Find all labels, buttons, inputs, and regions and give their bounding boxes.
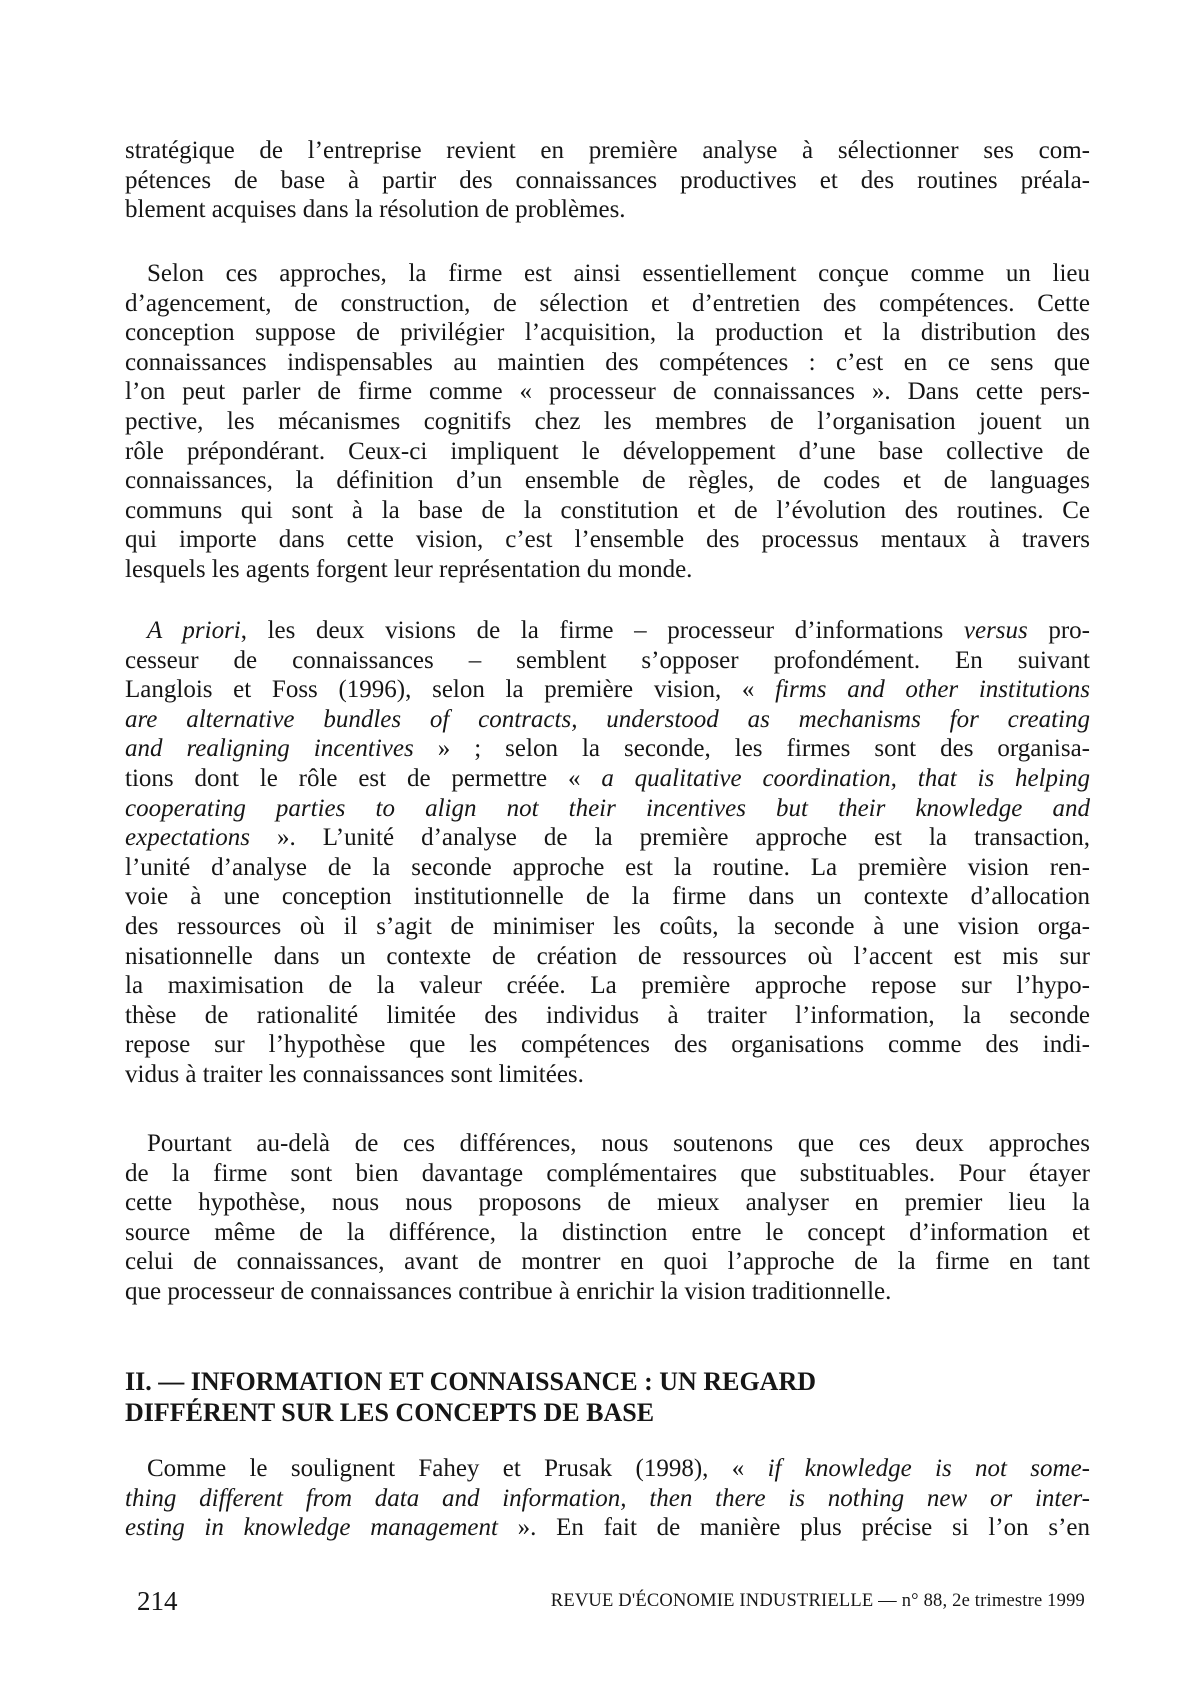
italic-run: versus: [963, 617, 1028, 644]
text-line: [125, 764, 1090, 794]
text-run: , les deux visions de la firme – processeur d’informations: [240, 617, 964, 644]
page-number: 214: [137, 1586, 178, 1616]
italic-run: expectations: [125, 824, 250, 852]
text-line: [125, 912, 1090, 942]
text-line: [125, 259, 1090, 289]
text-line: [125, 555, 1090, 585]
text-run: thèse de rationalité limitée des individus à traiter l’information, la seconde: [125, 1001, 1090, 1029]
paragraph-4: [125, 1129, 1090, 1307]
text-run: rôle prépondérant. Ceux-ci impliquent le développement d’une base collective de: [125, 437, 1090, 465]
text-run: ». En fait de manière plus précise si l’on s’en: [497, 1514, 1090, 1542]
text-run: conception suppose de privilégier l’acquisition, la production et la distribution des: [125, 319, 1090, 347]
text-run: Comme le soulignent Fahey et Prusak (1998), «: [147, 1455, 768, 1482]
text-run: stratégique de l’entreprise revient en première analyse à sélectionner ses com-: [125, 137, 1090, 164]
text-line: [125, 616, 1090, 646]
text-line: [125, 646, 1090, 676]
text-line: [125, 195, 1090, 225]
text-run: connaissances indispensables au maintien des compétences : c’est en ce sens que: [125, 348, 1090, 376]
text-run: connaissances, la définition d’un ensemble de règles, de codes et de languages: [125, 467, 1090, 495]
text-run: Pourtant au-delà de ces différences, nous soutenons que ces deux approches: [147, 1130, 1090, 1157]
text-line: [125, 525, 1090, 555]
text-run: cette hypothèse, nous nous proposons de mieux analyser en premier lieu la: [125, 1189, 1090, 1217]
heading-text: II. — INFORMATION ET CONNAISSANCE : UN REGARD: [125, 1367, 816, 1396]
text-line: [125, 1001, 1090, 1031]
text-line: [125, 1513, 1090, 1543]
text-line: [125, 496, 1090, 526]
text-run: d’agencement, de construction, de sélection et d’entretien des compétences. Cette: [125, 289, 1090, 317]
text-line: [125, 675, 1090, 705]
text-line: [125, 466, 1090, 496]
italic-run: if knowledge is not some-: [767, 1455, 1090, 1482]
paragraph-2: [125, 259, 1090, 585]
page-footer: [125, 1586, 1085, 1616]
text-run: celui de connaissances, avant de montrer en quoi l’approche de la firme en tant: [125, 1248, 1090, 1276]
journal-reference: REVUE D'ÉCONOMIE INDUSTRIELLE — n° 88, 2e trimestre 1999: [550, 1591, 1085, 1611]
text-line: [125, 734, 1090, 764]
text-line: [125, 1247, 1090, 1277]
text-run: nisationnelle dans un contexte de création de ressources où l’accent est mis sur: [125, 942, 1090, 970]
text-line: [125, 823, 1090, 853]
italic-run: and realigning incentives: [125, 735, 414, 763]
text-run: vidus à traiter les connaissances sont limitées.: [125, 1060, 584, 1088]
italic-run: a qualitative coordination, that is helping: [601, 764, 1090, 792]
text-line: [125, 942, 1090, 972]
italic-run: esting in knowledge management: [125, 1514, 498, 1542]
heading-text: DIFFÉRENT SUR LES CONCEPTS DE BASE: [125, 1398, 655, 1427]
paragraph-5: [125, 1454, 1090, 1543]
text-run: pective, les mécanismes cognitifs chez les membres de l’organisation jouent un: [125, 407, 1090, 435]
text-line: [125, 705, 1090, 735]
text-run: cesseur de connaissances – semblent s’opposer profondément. En suivant: [125, 646, 1090, 674]
text-run: que processeur de connaissances contribue à enrichir la vision traditionnelle.: [125, 1277, 892, 1305]
text-run: voie à une conception institutionnelle de la firme dans un contexte d’allocation: [125, 883, 1090, 911]
text-run: pétences de base à partir des connaissances productives et des routines préala-: [125, 166, 1090, 194]
paragraph-1: [125, 136, 1090, 225]
text-line: [125, 971, 1090, 1001]
text-run: des ressources où il s’agit de minimiser les coûts, la seconde à une vision orga-: [125, 912, 1090, 940]
text-line: [125, 882, 1090, 912]
text-line: [125, 1060, 1090, 1090]
text-run: l’unité d’analyse de la seconde approche est la routine. La première vision ren-: [125, 853, 1090, 881]
text-line: [125, 853, 1090, 883]
text-run: lesquels les agents forgent leur représentation du monde.: [125, 555, 693, 583]
text-run: qui importe dans cette vision, c’est l’ensemble des processus mentaux à travers: [125, 526, 1090, 554]
heading-line: [125, 1397, 1090, 1428]
text-line: [125, 377, 1090, 407]
text-run: Langlois et Foss (1996), selon la première vision, «: [125, 676, 776, 704]
text-run: » ; selon la seconde, les firmes sont des organisa-: [413, 735, 1090, 763]
text-line: [125, 318, 1090, 348]
text-line: [125, 1030, 1090, 1060]
text-line: [125, 1129, 1090, 1159]
text-line: [125, 794, 1090, 824]
text-line: [125, 166, 1090, 196]
text-line: [125, 348, 1090, 378]
text-line: [125, 1188, 1090, 1218]
text-line: [125, 289, 1090, 319]
section-heading: [125, 1366, 1090, 1428]
text-line: [125, 1454, 1090, 1484]
text-line: [125, 136, 1090, 166]
text-line: [125, 1484, 1090, 1514]
text-run: blement acquises dans la résolution de problèmes.: [125, 196, 626, 224]
text-run: repose sur l’hypothèse que les compétences des organisations comme des indi-: [125, 1031, 1090, 1059]
italic-run: A priori: [147, 617, 241, 644]
text-run: la maximisation de la valeur créée. La première approche repose sur l’hypo-: [125, 972, 1090, 1000]
text-run: source même de la différence, la distinction entre le concept d’information et: [125, 1218, 1090, 1246]
text-run: de la firme sont bien davantage complémentaires que substituables. Pour étayer: [125, 1159, 1090, 1187]
text-line: [125, 1159, 1090, 1189]
italic-run: firms and other institutions: [775, 676, 1090, 704]
heading-line: [125, 1366, 1090, 1397]
text-run: ». L’unité d’analyse de la première approche est la transaction,: [249, 824, 1090, 852]
text-line: [125, 407, 1090, 437]
italic-run: are alternative bundles of contracts, understood as mechanisms for creating: [125, 705, 1090, 733]
text-run: Selon ces approches, la firme est ainsi essentiellement conçue comme un lieu: [147, 260, 1090, 287]
text-run: l’on peut parler de firme comme « processeur de connaissances ». Dans cette pers-: [125, 378, 1090, 406]
italic-run: thing different from data and information, then there is nothing new or inter-: [125, 1484, 1090, 1512]
text-run: communs qui sont à la base de la constitution et de l’évolution des routines. Ce: [125, 496, 1090, 524]
text-line: [125, 437, 1090, 467]
paragraph-3: [125, 616, 1090, 1090]
text-run: pro-: [1027, 617, 1091, 644]
text-line: [125, 1277, 1090, 1307]
text-line: [125, 1218, 1090, 1248]
italic-run: cooperating parties to align not their incentives but their knowledge and: [125, 794, 1090, 822]
text-run: tions dont le rôle est de permettre «: [125, 764, 602, 792]
